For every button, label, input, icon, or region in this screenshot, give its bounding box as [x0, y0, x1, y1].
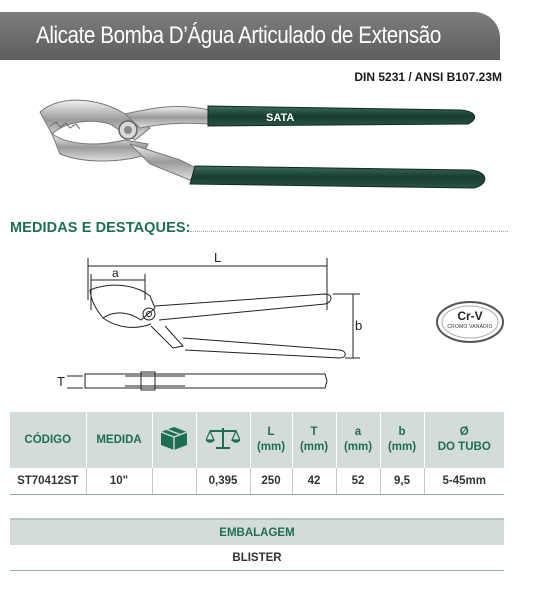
dim-label-L: L	[214, 250, 222, 265]
box-icon	[159, 425, 189, 451]
scale-icon	[206, 425, 240, 451]
spec-table	[10, 412, 504, 495]
header-codigo: CÓDIGO	[10, 412, 86, 468]
dim-label-T: T	[57, 374, 65, 389]
packaging-block	[10, 518, 504, 571]
dim-label-b: b	[355, 318, 363, 333]
header-b: b (mm)	[380, 412, 424, 468]
header-L: L (mm)	[250, 412, 292, 468]
cell-code: ST70412ST	[10, 468, 86, 494]
header-T: T (mm)	[292, 412, 336, 468]
cell-weight: 0,395	[196, 468, 250, 494]
cell-b: 9,5	[380, 468, 424, 494]
badge-sublabel: CROMO VANÁDIO	[447, 324, 493, 330]
cell-a: 52	[336, 468, 380, 494]
header-medida: MEDIDA	[86, 412, 152, 468]
page-title: Alicate Bomba D’Água Articulado de Extensão	[36, 22, 441, 49]
product-photo	[30, 84, 500, 204]
cell-L: 250	[250, 468, 292, 494]
header-tube: Ø DO TUBO	[424, 412, 504, 468]
section-heading: MEDIDAS E DESTAQUES:	[10, 220, 191, 236]
packaging-value: BLISTER	[10, 545, 504, 571]
section-divider	[190, 231, 508, 232]
brand-logo: SATA	[266, 112, 295, 124]
table-header-row	[10, 412, 504, 468]
header-box	[152, 412, 196, 468]
packaging-heading: EMBALAGEM	[10, 518, 504, 545]
dim-label-a: a	[112, 266, 119, 280]
header-weight	[196, 412, 250, 468]
cell-T: 42	[292, 468, 336, 494]
title-bar	[0, 12, 500, 60]
cell-tube: 5-45mm	[424, 468, 504, 494]
dimension-diagram	[55, 250, 370, 400]
cell-box	[152, 468, 196, 494]
table-row	[10, 468, 504, 494]
standard-label: DIN 5231 / ANSI B107.23M	[354, 70, 502, 84]
badge-label: Cr-V	[457, 309, 483, 323]
header-a: a (mm)	[336, 412, 380, 468]
cell-size: 10"	[86, 468, 152, 494]
